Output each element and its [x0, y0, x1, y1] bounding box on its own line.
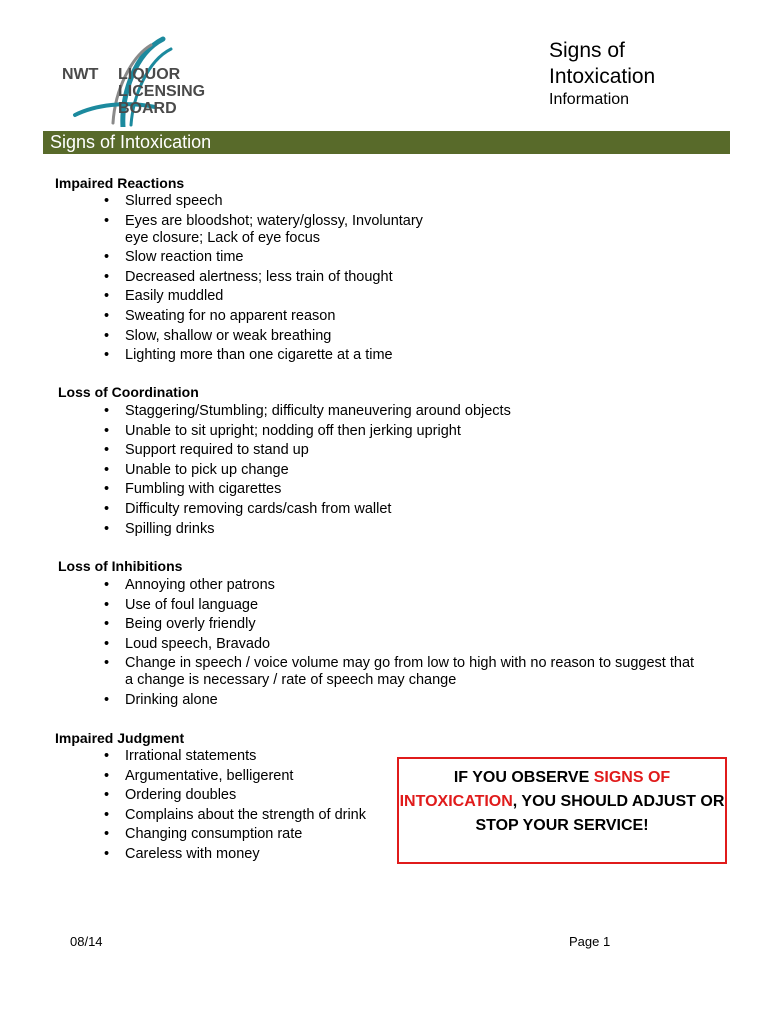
- list-item: • Annoying other patrons: [104, 577, 704, 594]
- list-item: • Staggering/Stumbling; difficulty maneuvering around objects: [104, 403, 664, 420]
- list-item: • Changing consumption rate: [104, 826, 394, 843]
- warning-callout: [397, 757, 727, 864]
- section-title-impaired-judgment: Impaired Judgment: [55, 730, 185, 746]
- list-item: • Sweating for no apparent reason: [104, 308, 444, 325]
- list-item: • Easily muddled: [104, 288, 444, 305]
- list-item: • Unable to pick up change: [104, 462, 664, 479]
- logo-line-nwt: NWT: [62, 66, 99, 83]
- list-item: • Use of foul language: [104, 597, 704, 614]
- list-item: • Decreased alertness; less train of thought: [104, 269, 444, 286]
- list-item: • Slow reaction time: [104, 249, 444, 266]
- list-item: • Spilling drinks: [104, 521, 664, 538]
- list-item: • Unable to sit upright; nodding off then jerking upright: [104, 423, 664, 440]
- callout-text-part2: , YOU SHOULD ADJUST OR STOP YOUR SERVICE!: [475, 793, 725, 834]
- section-title-impaired-reactions: Impaired Reactions: [55, 175, 185, 191]
- list-item: • Argumentative, belligerent: [104, 768, 394, 785]
- logo-line-board: BOARD: [118, 100, 177, 117]
- callout-text-part1: IF YOU OBSERVE: [453, 769, 594, 786]
- list-item: • Slow, shallow or weak breathing: [104, 328, 444, 345]
- list-loss-of-inhibitions: [104, 577, 704, 712]
- list-item: • Eyes are bloodshot; watery/glossy, Involuntary eye closure; Lack of eye focus: [104, 213, 444, 247]
- list-item: • Lighting more than one cigarette at a time: [104, 347, 444, 364]
- section-title-loss-of-coordination: Loss of Coordination: [58, 384, 199, 400]
- list-item: • Ordering doubles: [104, 787, 394, 804]
- list-item: • Complains about the strength of drink: [104, 807, 394, 824]
- list-item: • Change in speech / voice volume may go from low to high with no reason to suggest that a change is necessary / rate of speech may change: [104, 655, 704, 689]
- logo-line-liquor: LIQUOR: [118, 66, 181, 83]
- header-subtitle: Information: [549, 91, 630, 108]
- list-item: • Slurred speech: [104, 193, 444, 210]
- list-item: • Being overly friendly: [104, 616, 704, 633]
- list-impaired-judgment: [104, 748, 394, 866]
- list-item: • Loud speech, Bravado: [104, 636, 704, 653]
- list-loss-of-coordination: [104, 403, 664, 540]
- list-item: • Drinking alone: [104, 692, 704, 709]
- footer-page-number: Page 1: [569, 934, 611, 949]
- list-item: • Support required to stand up: [104, 442, 664, 459]
- list-item: • Irrational statements: [104, 748, 394, 765]
- header-title-line1: Signs of: [549, 39, 625, 62]
- callout-highlight-2: INTOXICATION: [399, 793, 513, 810]
- list-impaired-reactions: [104, 193, 444, 367]
- section-banner: Signs of Intoxication: [43, 131, 730, 154]
- header-title: [549, 38, 655, 90]
- callout-highlight-1: SIGNS OF: [593, 769, 671, 786]
- list-item: • Careless with money: [104, 846, 394, 863]
- list-item: • Difficulty removing cards/cash from wallet: [104, 501, 664, 518]
- logo-text: [62, 66, 205, 117]
- list-item: • Fumbling with cigarettes: [104, 481, 664, 498]
- header-title-line2: Intoxication: [549, 65, 656, 88]
- footer-date: 08/14: [70, 934, 103, 949]
- section-title-loss-of-inhibitions: Loss of Inhibitions: [58, 558, 183, 574]
- logo-line-licensing: LICENSING: [118, 83, 206, 100]
